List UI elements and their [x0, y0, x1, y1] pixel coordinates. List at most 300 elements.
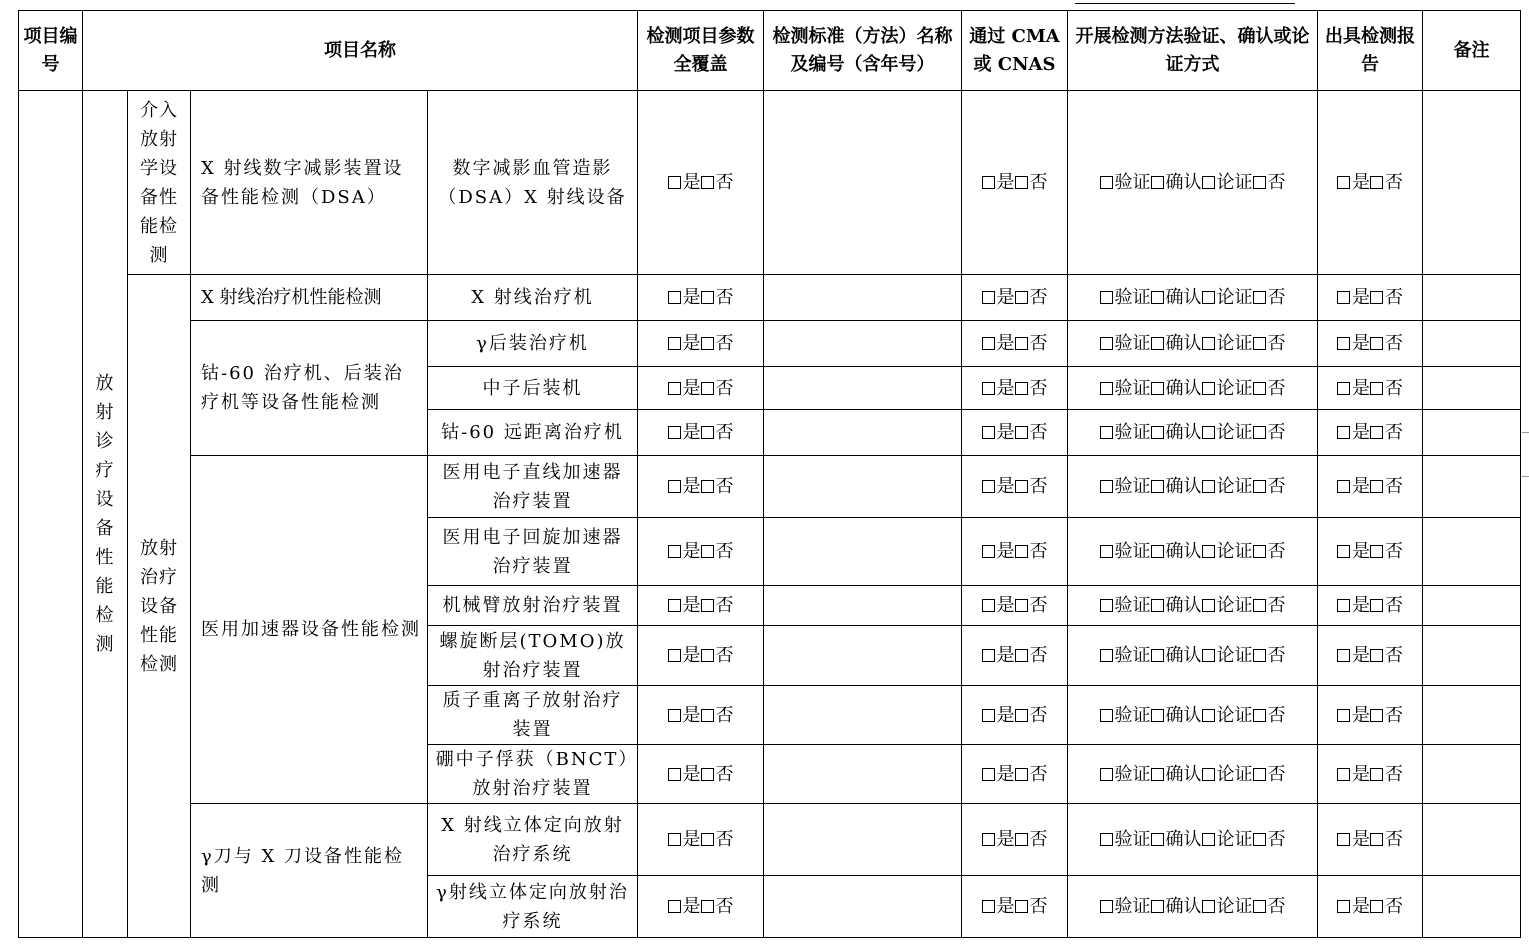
subcategory-cobalt: 钴-60 治疗机、后装治疗机等设备性能检测: [191, 321, 428, 456]
option-label: 是: [682, 333, 701, 354]
checkbox[interactable]: [1370, 833, 1383, 846]
checkbox[interactable]: [1337, 480, 1350, 493]
checkbox[interactable]: [1253, 545, 1266, 558]
checkbox[interactable]: [1370, 480, 1383, 493]
option-label: 否: [715, 333, 734, 354]
option-label: 否: [1029, 896, 1048, 917]
checkbox[interactable]: [1370, 426, 1383, 439]
checkbox[interactable]: [701, 599, 714, 612]
standard-input-cell[interactable]: [764, 91, 962, 275]
option-label: 否: [1029, 422, 1048, 443]
cma-options: [962, 804, 1068, 876]
item-number-cell[interactable]: [19, 91, 83, 938]
option-label: 是: [682, 422, 701, 443]
checkbox[interactable]: [1370, 599, 1383, 612]
page-edge-mark: [1522, 432, 1529, 433]
checkbox[interactable]: [701, 426, 714, 439]
checkbox[interactable]: [1202, 900, 1215, 913]
checkbox[interactable]: [1100, 709, 1113, 722]
checkbox[interactable]: [1202, 337, 1215, 350]
checkbox[interactable]: [982, 649, 995, 662]
option-label: 是: [1352, 595, 1370, 616]
checkbox[interactable]: [1151, 833, 1164, 846]
checkbox[interactable]: [668, 649, 681, 662]
option-label: 验证: [1114, 595, 1151, 616]
checkbox[interactable]: [982, 426, 995, 439]
checkbox[interactable]: [982, 291, 995, 304]
checkbox[interactable]: [1253, 480, 1266, 493]
option-label: 是: [682, 595, 701, 616]
checkbox[interactable]: [701, 291, 714, 304]
remarks-input-cell[interactable]: [1423, 686, 1521, 745]
header-remarks: 备注: [1423, 11, 1521, 91]
checkbox[interactable]: [668, 768, 681, 781]
option-label: 验证: [1114, 645, 1151, 666]
cma-options: [962, 518, 1068, 586]
method-validation-options: [1068, 804, 1318, 876]
standard-input-cell[interactable]: [764, 745, 962, 804]
checkbox[interactable]: [1015, 709, 1028, 722]
checkbox[interactable]: [982, 337, 995, 350]
cma-options: [962, 626, 1068, 686]
remarks-input-cell[interactable]: [1423, 626, 1521, 686]
checkbox[interactable]: [1151, 599, 1164, 612]
checkbox[interactable]: [1202, 426, 1215, 439]
device-name: 医用电子直线加速器治疗装置: [428, 456, 638, 518]
device-name: 医用电子回旋加速器治疗装置: [428, 518, 638, 586]
checkbox[interactable]: [1202, 382, 1215, 395]
option-label: 否: [1385, 763, 1403, 785]
checkbox[interactable]: [701, 900, 714, 913]
checkbox[interactable]: [1015, 382, 1028, 395]
option-label: 否: [1029, 541, 1048, 562]
checkbox[interactable]: [1253, 291, 1266, 304]
checkbox[interactable]: [1253, 649, 1266, 662]
checkbox[interactable]: [1253, 709, 1266, 722]
option-label: 否: [1029, 595, 1048, 616]
option-label: 否: [1385, 422, 1403, 443]
cma-options: [962, 367, 1068, 410]
checkbox[interactable]: [1151, 768, 1164, 781]
checkbox[interactable]: [1202, 480, 1215, 493]
checkbox[interactable]: [982, 480, 995, 493]
report-options: [1318, 745, 1423, 804]
checkbox[interactable]: [1015, 545, 1028, 558]
checkbox[interactable]: [1151, 709, 1164, 722]
checkbox[interactable]: [1370, 291, 1383, 304]
option-label: 论证: [1216, 645, 1253, 666]
coverage-options: [638, 876, 764, 938]
option-label: 确认: [1165, 541, 1202, 562]
checkbox[interactable]: [1100, 545, 1113, 558]
checkbox[interactable]: [1337, 900, 1350, 913]
option-label: 否: [1267, 377, 1286, 399]
checkbox[interactable]: [1253, 176, 1266, 189]
option-label: 否: [715, 172, 734, 193]
header-cma: 通过 CMA 或 CNAS: [962, 11, 1068, 91]
remarks-input-cell[interactable]: [1423, 367, 1521, 410]
standard-input-cell[interactable]: [764, 876, 962, 938]
option-label: 否: [715, 704, 734, 726]
checkbox[interactable]: [668, 337, 681, 350]
checkbox[interactable]: [1202, 833, 1215, 846]
option-label: 是: [682, 896, 701, 917]
page-edge-mark: [1522, 476, 1529, 477]
option-label: 验证: [1114, 763, 1151, 785]
checkbox[interactable]: [701, 545, 714, 558]
checkbox[interactable]: [1015, 337, 1028, 350]
table-row: [19, 321, 1521, 367]
option-label: 否: [1385, 595, 1403, 616]
option-label: 否: [1029, 172, 1048, 193]
checkbox[interactable]: [1202, 768, 1215, 781]
checkbox[interactable]: [1202, 545, 1215, 558]
checkbox[interactable]: [1100, 768, 1113, 781]
option-label: 确认: [1165, 645, 1202, 666]
checkbox[interactable]: [982, 900, 995, 913]
checkbox[interactable]: [1151, 291, 1164, 304]
checkbox[interactable]: [982, 382, 995, 395]
option-label: 确认: [1165, 377, 1202, 399]
option-label: 是: [996, 541, 1015, 562]
option-label: 确认: [1165, 829, 1202, 850]
checkbox[interactable]: [1202, 176, 1215, 189]
category-radiotherapy: 放射治疗设备性能检测: [128, 275, 191, 938]
option-label: 是: [1352, 172, 1370, 193]
standard-input-cell[interactable]: [764, 804, 962, 876]
option-label: 验证: [1114, 172, 1151, 193]
coverage-options: [638, 745, 764, 804]
checkbox[interactable]: [1337, 291, 1350, 304]
checkbox[interactable]: [1337, 768, 1350, 781]
checkbox[interactable]: [1151, 426, 1164, 439]
method-validation-options: [1068, 91, 1318, 275]
checkbox[interactable]: [1202, 649, 1215, 662]
checkbox[interactable]: [701, 709, 714, 722]
standard-input-cell[interactable]: [764, 456, 962, 518]
option-label: 是: [682, 377, 701, 399]
remarks-input-cell[interactable]: [1423, 91, 1521, 275]
option-label: 否: [715, 377, 734, 399]
category-interventional: 介入放射学设备性能检测: [128, 91, 191, 275]
checkbox[interactable]: [1370, 900, 1383, 913]
option-label: 确认: [1165, 896, 1202, 917]
coverage-options: [638, 626, 764, 686]
checkbox[interactable]: [1253, 833, 1266, 846]
report-options: [1318, 456, 1423, 518]
option-label: 否: [715, 896, 734, 917]
option-label: 是: [996, 645, 1015, 666]
option-label: 确认: [1165, 595, 1202, 616]
option-label: 否: [1267, 896, 1286, 917]
checkbox[interactable]: [1100, 649, 1113, 662]
checkbox[interactable]: [1015, 599, 1028, 612]
option-label: 否: [1029, 763, 1048, 785]
checkbox[interactable]: [1151, 176, 1164, 189]
cma-options: [962, 456, 1068, 518]
checkbox[interactable]: [1337, 599, 1350, 612]
standard-input-cell[interactable]: [764, 586, 962, 626]
option-label: 论证: [1216, 829, 1253, 850]
option-label: 是: [996, 704, 1015, 726]
checkbox[interactable]: [982, 176, 995, 189]
checkbox[interactable]: [1253, 382, 1266, 395]
checkbox[interactable]: [1100, 176, 1113, 189]
option-label: 否: [1029, 377, 1048, 399]
checkbox[interactable]: [668, 480, 681, 493]
header-item-name: 项目名称: [83, 11, 638, 91]
option-label: 验证: [1114, 829, 1151, 850]
option-label: 论证: [1216, 541, 1253, 562]
checkbox[interactable]: [1370, 545, 1383, 558]
device-name: 质子重离子放射治疗装置: [428, 686, 638, 745]
standard-input-cell[interactable]: [764, 518, 962, 586]
device-name: 机械臂放射治疗装置: [428, 586, 638, 626]
option-label: 否: [1267, 476, 1286, 497]
checkbox[interactable]: [1337, 833, 1350, 846]
cma-options: [962, 321, 1068, 367]
checkbox[interactable]: [701, 649, 714, 662]
standard-input-cell[interactable]: [764, 686, 962, 745]
remarks-input-cell[interactable]: [1423, 745, 1521, 804]
checkbox[interactable]: [1100, 900, 1113, 913]
option-label: 否: [715, 763, 734, 785]
remarks-input-cell[interactable]: [1423, 275, 1521, 321]
remarks-input-cell[interactable]: [1423, 518, 1521, 586]
checkbox[interactable]: [1151, 480, 1164, 493]
checkbox[interactable]: [1151, 545, 1164, 558]
remarks-input-cell[interactable]: [1423, 410, 1521, 456]
checkbox[interactable]: [1100, 337, 1113, 350]
checkbox[interactable]: [701, 337, 714, 350]
method-validation-options: [1068, 586, 1318, 626]
checkbox[interactable]: [1202, 709, 1215, 722]
method-validation-options: [1068, 275, 1318, 321]
option-label: 否: [715, 476, 734, 497]
checkbox[interactable]: [701, 176, 714, 189]
report-options: [1318, 804, 1423, 876]
checkbox[interactable]: [668, 291, 681, 304]
remarks-input-cell[interactable]: [1423, 586, 1521, 626]
cma-options: [962, 91, 1068, 275]
checkbox[interactable]: [1015, 176, 1028, 189]
remarks-input-cell[interactable]: [1423, 456, 1521, 518]
option-label: 否: [1267, 287, 1286, 308]
remarks-input-cell[interactable]: [1423, 804, 1521, 876]
option-label: 否: [1385, 172, 1403, 193]
checkbox[interactable]: [982, 768, 995, 781]
option-label: 否: [715, 645, 734, 666]
option-label: 否: [715, 287, 734, 308]
option-label: 是: [682, 476, 701, 497]
method-validation-options: [1068, 367, 1318, 410]
option-label: 论证: [1216, 377, 1253, 399]
checkbox[interactable]: [1100, 382, 1113, 395]
option-label: 论证: [1216, 333, 1253, 354]
checkbox[interactable]: [1202, 291, 1215, 304]
checkbox[interactable]: [1015, 291, 1028, 304]
option-label: 是: [1352, 896, 1370, 917]
coverage-options: [638, 804, 764, 876]
checkbox[interactable]: [668, 176, 681, 189]
checkbox[interactable]: [1015, 900, 1028, 913]
option-label: 是: [996, 377, 1015, 399]
checkbox[interactable]: [1100, 426, 1113, 439]
coverage-options: [638, 586, 764, 626]
checkbox[interactable]: [1151, 337, 1164, 350]
report-options: [1318, 518, 1423, 586]
checkbox[interactable]: [1370, 768, 1383, 781]
checkbox[interactable]: [1151, 649, 1164, 662]
coverage-options: [638, 410, 764, 456]
checkbox[interactable]: [668, 599, 681, 612]
option-label: 否: [1029, 645, 1048, 666]
method-validation-options: [1068, 518, 1318, 586]
option-label: 是: [996, 476, 1015, 497]
option-label: 是: [1352, 422, 1370, 443]
option-label: 验证: [1114, 333, 1151, 354]
checkbox[interactable]: [1253, 337, 1266, 350]
option-label: 论证: [1216, 476, 1253, 497]
checkbox[interactable]: [701, 480, 714, 493]
checkbox[interactable]: [1253, 768, 1266, 781]
device-name: 中子后装机: [428, 367, 638, 410]
option-label: 是: [1352, 645, 1370, 666]
remarks-input-cell[interactable]: [1423, 876, 1521, 938]
option-label: 论证: [1216, 595, 1253, 616]
option-label: 否: [1267, 829, 1286, 850]
option-label: 否: [1029, 476, 1048, 497]
method-validation-options: [1068, 410, 1318, 456]
option-label: 确认: [1165, 763, 1202, 785]
option-label: 论证: [1216, 287, 1253, 308]
option-label: 验证: [1114, 541, 1151, 562]
checkbox[interactable]: [1370, 649, 1383, 662]
checkbox[interactable]: [1337, 382, 1350, 395]
header-coverage: 检测项目参数全覆盖: [638, 11, 764, 91]
remarks-input-cell[interactable]: [1423, 321, 1521, 367]
checkbox[interactable]: [668, 709, 681, 722]
option-label: 否: [1267, 333, 1286, 354]
checkbox[interactable]: [701, 382, 714, 395]
checkbox[interactable]: [1337, 426, 1350, 439]
subcategory-accelerator: 医用加速器设备性能检测: [191, 456, 428, 804]
standard-input-cell[interactable]: [764, 410, 962, 456]
cma-options: [962, 410, 1068, 456]
checkbox[interactable]: [1253, 900, 1266, 913]
option-label: 论证: [1216, 422, 1253, 443]
method-validation-options: [1068, 745, 1318, 804]
checkbox[interactable]: [1337, 176, 1350, 189]
checkbox[interactable]: [1253, 599, 1266, 612]
checkbox[interactable]: [668, 382, 681, 395]
checkbox[interactable]: [1100, 480, 1113, 493]
option-label: 是: [682, 645, 701, 666]
checkbox[interactable]: [1015, 768, 1028, 781]
option-label: 验证: [1114, 476, 1151, 497]
option-label: 验证: [1114, 422, 1151, 443]
option-label: 否: [1385, 541, 1403, 562]
checkbox[interactable]: [982, 709, 995, 722]
method-validation-options: [1068, 686, 1318, 745]
option-label: 是: [682, 704, 701, 726]
top-border-fragment: [1075, 0, 1295, 4]
checkbox[interactable]: [1370, 176, 1383, 189]
option-label: 验证: [1114, 287, 1151, 308]
checkbox[interactable]: [1015, 480, 1028, 493]
checkbox[interactable]: [1370, 337, 1383, 350]
standard-input-cell[interactable]: [764, 275, 962, 321]
option-label: 是: [996, 896, 1015, 917]
checkbox[interactable]: [1015, 649, 1028, 662]
checkbox[interactable]: [982, 833, 995, 846]
standard-input-cell[interactable]: [764, 367, 962, 410]
option-label: 否: [715, 422, 734, 443]
checkbox[interactable]: [1337, 709, 1350, 722]
checkbox[interactable]: [1015, 833, 1028, 846]
option-label: 是: [682, 763, 701, 785]
checkbox[interactable]: [1202, 599, 1215, 612]
checkbox[interactable]: [1151, 900, 1164, 913]
checkbox[interactable]: [1370, 709, 1383, 722]
option-label: 是: [996, 763, 1015, 785]
subcategory-gamma-knife: γ刀与 X 刀设备性能检测: [191, 804, 428, 938]
checkbox[interactable]: [668, 426, 681, 439]
checkbox[interactable]: [668, 900, 681, 913]
subcategory-xray-therapy: X 射线治疗机性能检测: [191, 275, 428, 321]
table-row: [19, 91, 1521, 275]
device-name: 螺旋断层(TOMO)放射治疗装置: [428, 626, 638, 686]
checkbox[interactable]: [701, 833, 714, 846]
checkbox[interactable]: [668, 545, 681, 558]
option-label: 是: [682, 172, 701, 193]
option-label: 是: [996, 333, 1015, 354]
checkbox[interactable]: [1370, 382, 1383, 395]
checkbox[interactable]: [1100, 599, 1113, 612]
header-row: [19, 11, 1521, 91]
header-item-no: 项目编号: [19, 11, 83, 91]
standard-input-cell[interactable]: [764, 626, 962, 686]
checkbox[interactable]: [701, 768, 714, 781]
report-options: [1318, 686, 1423, 745]
checkbox[interactable]: [1337, 337, 1350, 350]
option-label: 否: [715, 595, 734, 616]
option-label: 论证: [1216, 172, 1253, 193]
option-label: 是: [1352, 763, 1370, 785]
checkbox[interactable]: [1100, 291, 1113, 304]
method-validation-options: [1068, 876, 1318, 938]
checkbox[interactable]: [1151, 382, 1164, 395]
table-row: [19, 275, 1521, 321]
report-options: [1318, 367, 1423, 410]
option-label: 是: [682, 541, 701, 562]
checkbox[interactable]: [982, 599, 995, 612]
checkbox[interactable]: [982, 545, 995, 558]
method-validation-options: [1068, 321, 1318, 367]
checkbox[interactable]: [1337, 545, 1350, 558]
checkbox[interactable]: [1337, 649, 1350, 662]
option-label: 否: [1267, 645, 1286, 666]
checkbox[interactable]: [1015, 426, 1028, 439]
cma-options: [962, 586, 1068, 626]
header-standard: 检测标准（方法）名称及编号（含年号）: [764, 11, 962, 91]
option-label: 否: [1267, 704, 1286, 726]
checkbox[interactable]: [1253, 426, 1266, 439]
coverage-options: [638, 518, 764, 586]
checkbox[interactable]: [1100, 833, 1113, 846]
standard-input-cell[interactable]: [764, 321, 962, 367]
checkbox[interactable]: [668, 833, 681, 846]
